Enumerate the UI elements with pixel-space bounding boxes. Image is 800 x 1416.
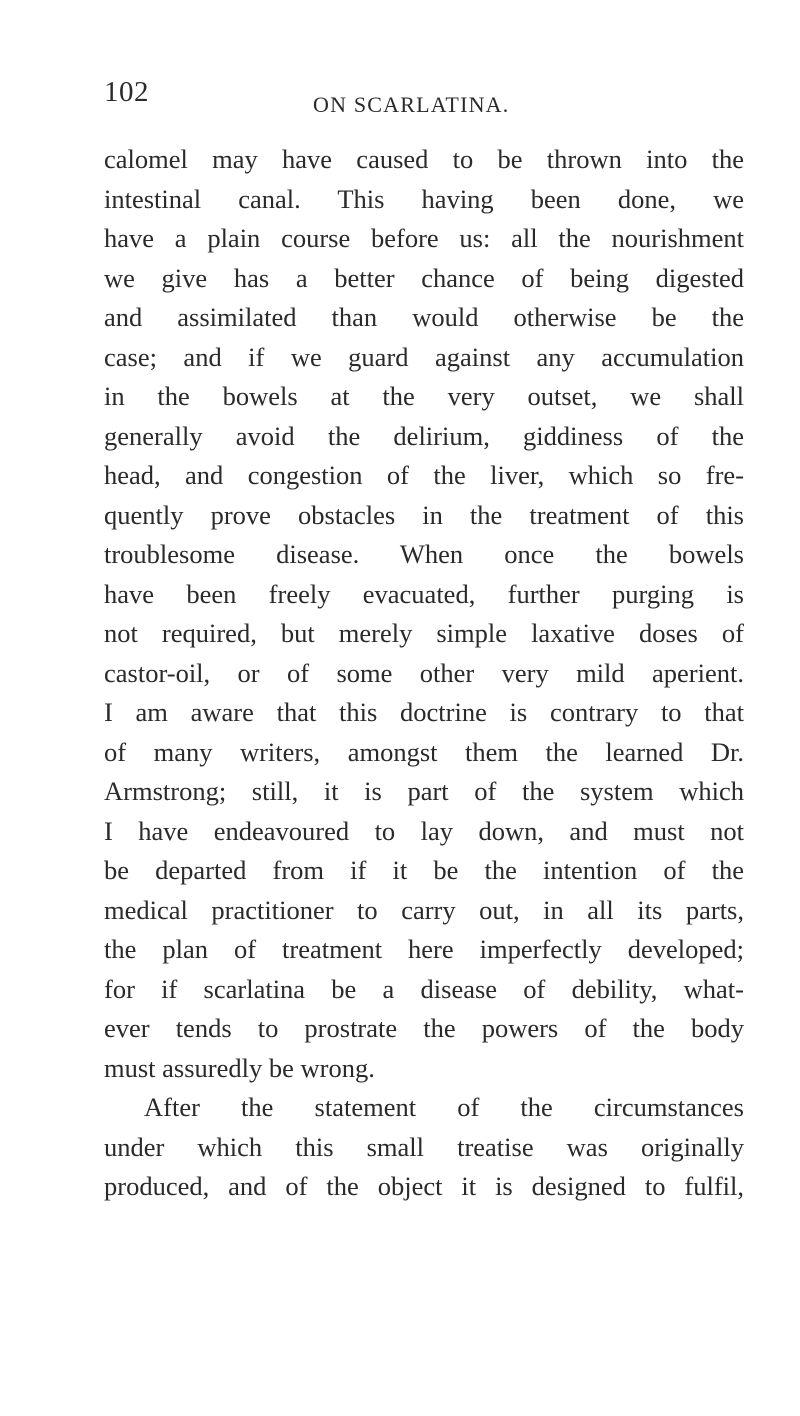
text-line: generally avoid the delirium, giddiness of the (104, 420, 744, 451)
text-line: for if scarlatina be a disease of debility, what- (104, 973, 744, 1004)
text-line: Armstrong; still, it is part of the system which (104, 776, 744, 806)
text-line: intestinal canal. This having been done, we (104, 183, 744, 214)
text-line: of many writers, amongst them the learned Dr. (104, 736, 744, 767)
text-line: in the bowels at the very outset, we shall (104, 381, 744, 411)
text-line: quently prove obstacles in the treatment of this (104, 499, 744, 530)
text-line: castor-oil, or of some other very mild aperient. (104, 657, 744, 688)
text-line: have a plain course before us: all the nourishment (104, 223, 744, 253)
text-line: medical practitioner to carry out, in all its parts, (104, 894, 744, 925)
text-line: case; and if we guard against any accumulation (104, 341, 744, 372)
text-line: head, and congestion of the liver, which so fre- (104, 460, 744, 490)
body-text (104, 140, 744, 1207)
text-line: I have endeavoured to lay down, and must not (104, 815, 744, 846)
text-line: After the statement of the circumstances (144, 1092, 744, 1122)
text-line: the plan of treatment here imperfectly developed; (104, 934, 744, 964)
text-line: I am aware that this doctrine is contrary to that (104, 697, 744, 727)
text-line: and assimilated than would otherwise be the (104, 302, 744, 332)
text-line: calomel may have caused to be thrown into the (104, 144, 744, 174)
text-line: under which this small treatise was originally (104, 1131, 744, 1162)
text-line: have been freely evacuated, further purging is (104, 578, 744, 609)
text-line: troublesome disease. When once the bowels (104, 539, 744, 569)
page-number: 102 (104, 76, 149, 108)
text-line: ever tends to prostrate the powers of the body (104, 1013, 744, 1043)
text-line: be departed from if it be the intention of the (104, 855, 744, 885)
text-line: we give has a better chance of being digested (104, 262, 744, 293)
running-title: ON SCARLATINA. (313, 92, 510, 117)
text-line: produced, and of the object it is designed to fulfil, (104, 1171, 744, 1201)
text-line: must assuredly be wrong. (104, 1052, 375, 1083)
text-line: not required, but merely simple laxative doses of (104, 618, 744, 648)
